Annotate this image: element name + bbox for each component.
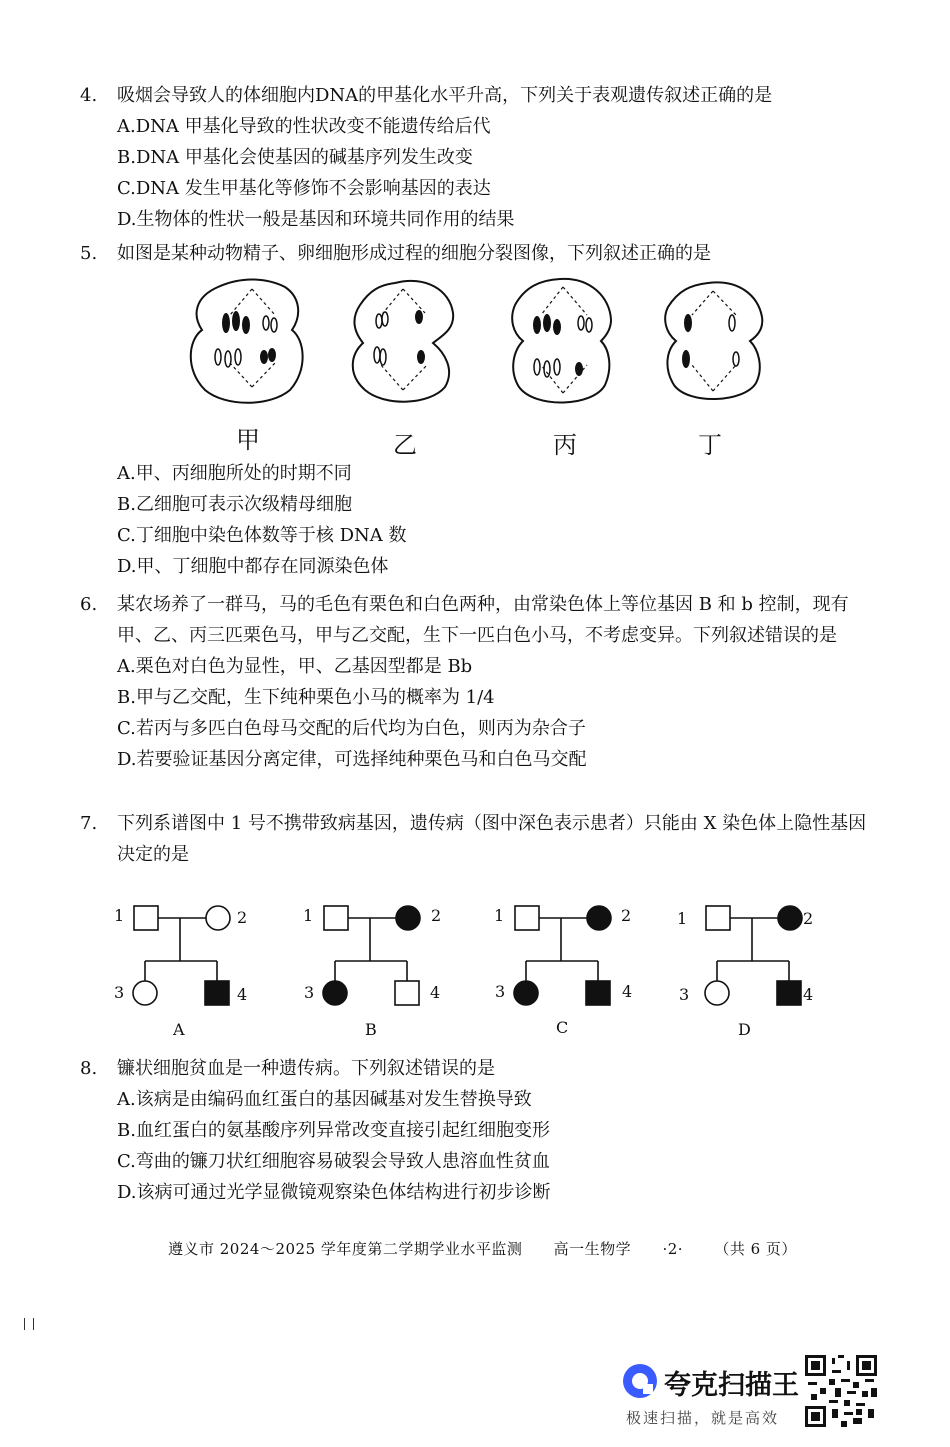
- cell-jia: [191, 280, 303, 403]
- pedigree-c: [514, 906, 611, 1005]
- option-b: B.血红蛋白的氨基酸序列异常改变直接引起红细胞变形: [117, 1120, 550, 1141]
- option-a: A.甲、丙细胞所处的时期不同: [117, 463, 352, 484]
- option-b: B.乙细胞可表示次级精母细胞: [117, 494, 352, 515]
- option-a: A.该病是由编码血红蛋白的基因碱基对发生替换导致: [117, 1089, 532, 1110]
- pedigree-b-number-4: 4: [430, 983, 441, 1002]
- option-a: A.栗色对白色为显性，甲、乙基因型都是 Bb: [117, 656, 473, 677]
- qr-code-icon[interactable]: [805, 1355, 877, 1427]
- pedigree-d-number-3: 3: [679, 985, 690, 1004]
- question-4: [80, 80, 880, 235]
- pedigree-c-number-3: 3: [495, 982, 506, 1001]
- question-text: 某农场养了一群马，马的毛色有栗色和白色两种，由常染色体上等位基因 B 和 b 控制，现有甲、乙、丙三匹栗色马，甲与乙交配，生下一匹白色小马，不考虑变异。下列叙述错误的是: [117, 594, 849, 646]
- page-number: ·2·: [662, 1240, 684, 1258]
- member-4-affected-male: [777, 981, 801, 1005]
- pedigree-d: [705, 906, 802, 1005]
- cell-division-figure: [180, 275, 780, 415]
- question-5-options: [80, 458, 880, 582]
- pedigree-a-number-3: 3: [114, 983, 125, 1002]
- pedigree-c-number-1: 1: [494, 906, 505, 925]
- option-b: B.DNA 甲基化会使基因的碱基序列发生改变: [117, 147, 473, 168]
- member-4-affected-male: [586, 981, 610, 1005]
- pedigree-d-number-4: 4: [803, 985, 814, 1004]
- question-5: [80, 238, 880, 269]
- pedigree-figure: [100, 895, 840, 1015]
- question-text: 吸烟会导致人的体细胞内DNA的甲基化水平升高，下列关于表观遗传叙述正确的是: [117, 85, 773, 106]
- exam-title: 遵义市 2024～2025 学年度第二学期学业水平监测: [168, 1240, 523, 1258]
- member-3-unaffected-female: [705, 981, 729, 1005]
- member-3-unaffected-female: [133, 981, 157, 1005]
- pedigree-d-number-2: 2: [803, 909, 814, 928]
- pedigree-b-number-1: 1: [303, 906, 314, 925]
- pedigree-a: [133, 906, 230, 1005]
- option-c: C.丁细胞中染色体数等于核 DNA 数: [117, 525, 407, 546]
- member-4-affected-male: [205, 981, 229, 1005]
- figure-label-ding: 丁: [698, 431, 722, 459]
- question-text: 镰状细胞贫血是一种遗传病。下列叙述错误的是: [117, 1058, 495, 1079]
- member-3-affected-female: [514, 981, 538, 1005]
- option-c: C.DNA 发生甲基化等修饰不会影响基因的表达: [117, 178, 491, 199]
- brand-logo-icon: [620, 1361, 660, 1401]
- member-2-affected-female: [587, 906, 611, 930]
- figure-label-bing: 丙: [553, 431, 577, 459]
- member-4-unaffected-male: [395, 981, 419, 1005]
- question-number: 4.: [80, 85, 98, 106]
- pedigree-c-number-4: 4: [622, 982, 633, 1001]
- option-d: D.若要验证基因分离定律，可选择纯种栗色马和白色马交配: [117, 749, 587, 770]
- subject-name: 高一生物学: [553, 1240, 632, 1258]
- figure-label-yi: 乙: [393, 431, 417, 459]
- page-footer: [168, 1238, 823, 1259]
- pedigree-a-number-4: 4: [237, 985, 248, 1004]
- member-2-affected-female: [396, 906, 420, 930]
- option-d: D.该病可通过光学显微镜观察染色体结构进行初步诊断: [117, 1182, 551, 1203]
- option-d: D.生物体的性状一般是基因和环境共同作用的结果: [117, 209, 515, 230]
- question-7: [80, 808, 880, 870]
- figure-label-jia: 甲: [236, 426, 260, 454]
- question-number: 7.: [80, 813, 98, 834]
- brand-name: 夸克扫描王: [664, 1370, 799, 1401]
- question-6: [80, 589, 880, 775]
- option-c: C.弯曲的镰刀状红细胞容易破裂会导致人患溶血性贫血: [117, 1151, 550, 1172]
- member-1-unaffected-male: [134, 906, 158, 930]
- page-total: （共 6 页）: [714, 1240, 797, 1258]
- question-text: 如图是某种动物精子、卵细胞形成过程的细胞分裂图像，下列叙述正确的是: [117, 243, 711, 264]
- option-d: D.甲、丁细胞中都存在同源染色体: [117, 556, 389, 577]
- question-text: 下列系谱图中 1 号不携带致病基因，遗传病（图中深色表示患者）只能由 X 染色体上隐性基因决定的是: [117, 813, 867, 865]
- option-b: B.甲与乙交配，生下纯种栗色小马的概率为 1/4: [117, 687, 495, 708]
- question-8: [80, 1053, 880, 1208]
- pedigree-d-label: D: [738, 1020, 751, 1039]
- pedigree-c-number-2: 2: [621, 906, 632, 925]
- member-1-unaffected-male: [515, 906, 539, 930]
- scan-mark: [24, 1318, 34, 1330]
- cell-bing: [512, 279, 611, 403]
- pedigree-c-label: C: [556, 1018, 569, 1037]
- option-a: A.DNA 甲基化导致的性状改变不能遗传给后代: [117, 116, 491, 137]
- cell-ding: [665, 282, 762, 399]
- question-number: 5.: [80, 243, 98, 264]
- member-1-unaffected-male: [324, 906, 348, 930]
- question-number: 8.: [80, 1058, 98, 1079]
- brand-slogan: 极速扫描，就是高效: [626, 1409, 780, 1427]
- cell-yi: [353, 281, 453, 402]
- member-2-affected-female: [778, 906, 802, 930]
- member-3-affected-female: [323, 981, 347, 1005]
- pedigree-d-number-1: 1: [677, 909, 688, 928]
- pedigree-b: [323, 906, 420, 1005]
- pedigree-b-number-2: 2: [431, 906, 442, 925]
- member-2-unaffected-female: [206, 906, 230, 930]
- option-c: C.若丙与多匹白色母马交配的后代均为白色，则丙为杂合子: [117, 718, 586, 739]
- pedigree-b-number-3: 3: [304, 983, 315, 1002]
- pedigree-a-number-1: 1: [114, 906, 125, 925]
- member-1-unaffected-male: [706, 906, 730, 930]
- pedigree-b-label: B: [365, 1020, 377, 1039]
- question-number: 6.: [80, 594, 98, 615]
- pedigree-a-label: A: [173, 1020, 185, 1039]
- pedigree-a-number-2: 2: [237, 908, 248, 927]
